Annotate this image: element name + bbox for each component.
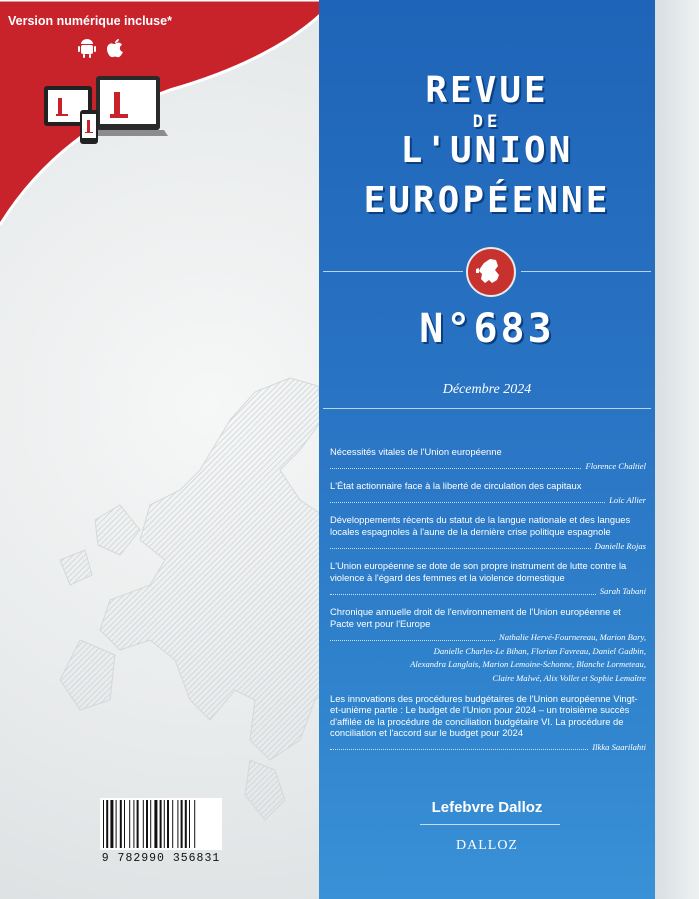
apple-icon [106, 38, 124, 63]
devices-icon [44, 74, 168, 150]
barcode-bar [116, 800, 117, 848]
toc-entry-title: Développements récents du statut de la langue nationale et des langues locales espagnoles à l'aune de la dernière crise politique espagnole [330, 514, 631, 537]
toc-entry-title: Chronique annuelle droit de l'environnement de l'Union européenne et Pacte vert pour l'Europe [330, 605, 621, 629]
android-icon [78, 38, 96, 63]
barcode-bar [167, 800, 169, 848]
toc-entry [330, 606, 646, 684]
toc-entry-author: Ilkka Saarilahti [592, 741, 646, 752]
barcode-bar [129, 800, 130, 848]
barcode-bar [133, 800, 134, 848]
toc-entry [330, 446, 646, 471]
publisher-divider [420, 824, 560, 825]
toc-entry-author: Loïc Allier [609, 494, 646, 505]
right-edge-strip [655, 0, 699, 899]
barcode-bar [194, 800, 195, 848]
toc-entry [330, 514, 646, 551]
toc-entry-author: Alexandra Langlais, Marion Lemoine-Schonne, Blanche Lormeteau, [410, 659, 646, 670]
barcode-bar [164, 800, 165, 848]
digital-version-label: Version numérique incluse* [8, 14, 172, 28]
toc-entry [330, 693, 646, 753]
barcode-bar [106, 800, 108, 848]
toc-entry-author: Sarah Tabani [599, 586, 646, 597]
barcode-bar [189, 800, 190, 848]
barcode-bar [181, 800, 183, 848]
barcode-bar [120, 800, 122, 848]
divider-right [521, 271, 651, 272]
barcode-bar [177, 800, 178, 848]
barcode-bar [160, 800, 162, 848]
barcode-bar [124, 800, 125, 848]
toc-entry-title: Les innovations des procédures budgétaires de l'Union européenne Vingt-et-unième partie : Le budget de l'Union pour 2024 – un troisième succès d'affilée de la procédure de conciliation budgétaire VI. La procédure de conciliation et l'accord sur le budget pour 2024 [330, 692, 638, 739]
issue-date: Décembre 2024 [442, 382, 532, 397]
toc-entry-author: Danielle Charles-Le Bihan, Florian Favreau, Daniel Gadbin, [433, 645, 646, 656]
divider-left [323, 271, 463, 272]
masthead-line-revue: REVUE [425, 70, 549, 111]
toc-entry-title: Nécessités vitales de l'Union européenne [330, 446, 502, 457]
toc-entry [330, 480, 646, 505]
barcode-bar [146, 800, 148, 848]
barcode-bar [185, 800, 187, 848]
issue-number: N°683 [419, 306, 555, 352]
toc-entry-author: Claire Malwé, Alix Vollet et Sophie Lemaître [492, 672, 646, 683]
toc-entry-author: Florence Chaltiel [585, 460, 646, 471]
barcode-bar [143, 800, 144, 848]
barcode-bar [103, 800, 104, 848]
toc-entry-author: Danielle Rojas [594, 540, 646, 551]
table-of-contents [330, 446, 646, 761]
barcode-number: 9 782990 356831 [101, 852, 221, 865]
divider-toc [323, 408, 651, 409]
masthead-line-union: L'UNION [400, 130, 574, 171]
platform-icons [78, 38, 124, 63]
barcode-bar [172, 800, 173, 848]
europe-icon [468, 249, 514, 295]
barcode-bar [150, 800, 151, 848]
toc-entry-author: Nathalie Hervé-Fournereau, Marion Bary, [499, 632, 646, 643]
imprint-logo: DALLOZ [456, 838, 518, 853]
barcode-bar [110, 800, 113, 848]
publisher-logo: Lefebvre Dalloz [431, 799, 543, 816]
toc-entry-title: L'Union européenne se dote de son propre instrument de lutte contre la violence à l'égard des femmes et la violence domestique [330, 560, 627, 583]
barcode-bar [137, 800, 139, 848]
masthead-line-europeenne: EUROPÉENNE [363, 180, 611, 221]
barcode [100, 798, 222, 850]
toc-entry-title: L'État actionnaire face à la liberté de circulation des capitaux [330, 480, 582, 492]
barcode-bar [154, 800, 157, 848]
masthead-line-de: DE [472, 112, 502, 132]
toc-entry [330, 560, 646, 597]
eu-map-emblem [466, 247, 516, 297]
